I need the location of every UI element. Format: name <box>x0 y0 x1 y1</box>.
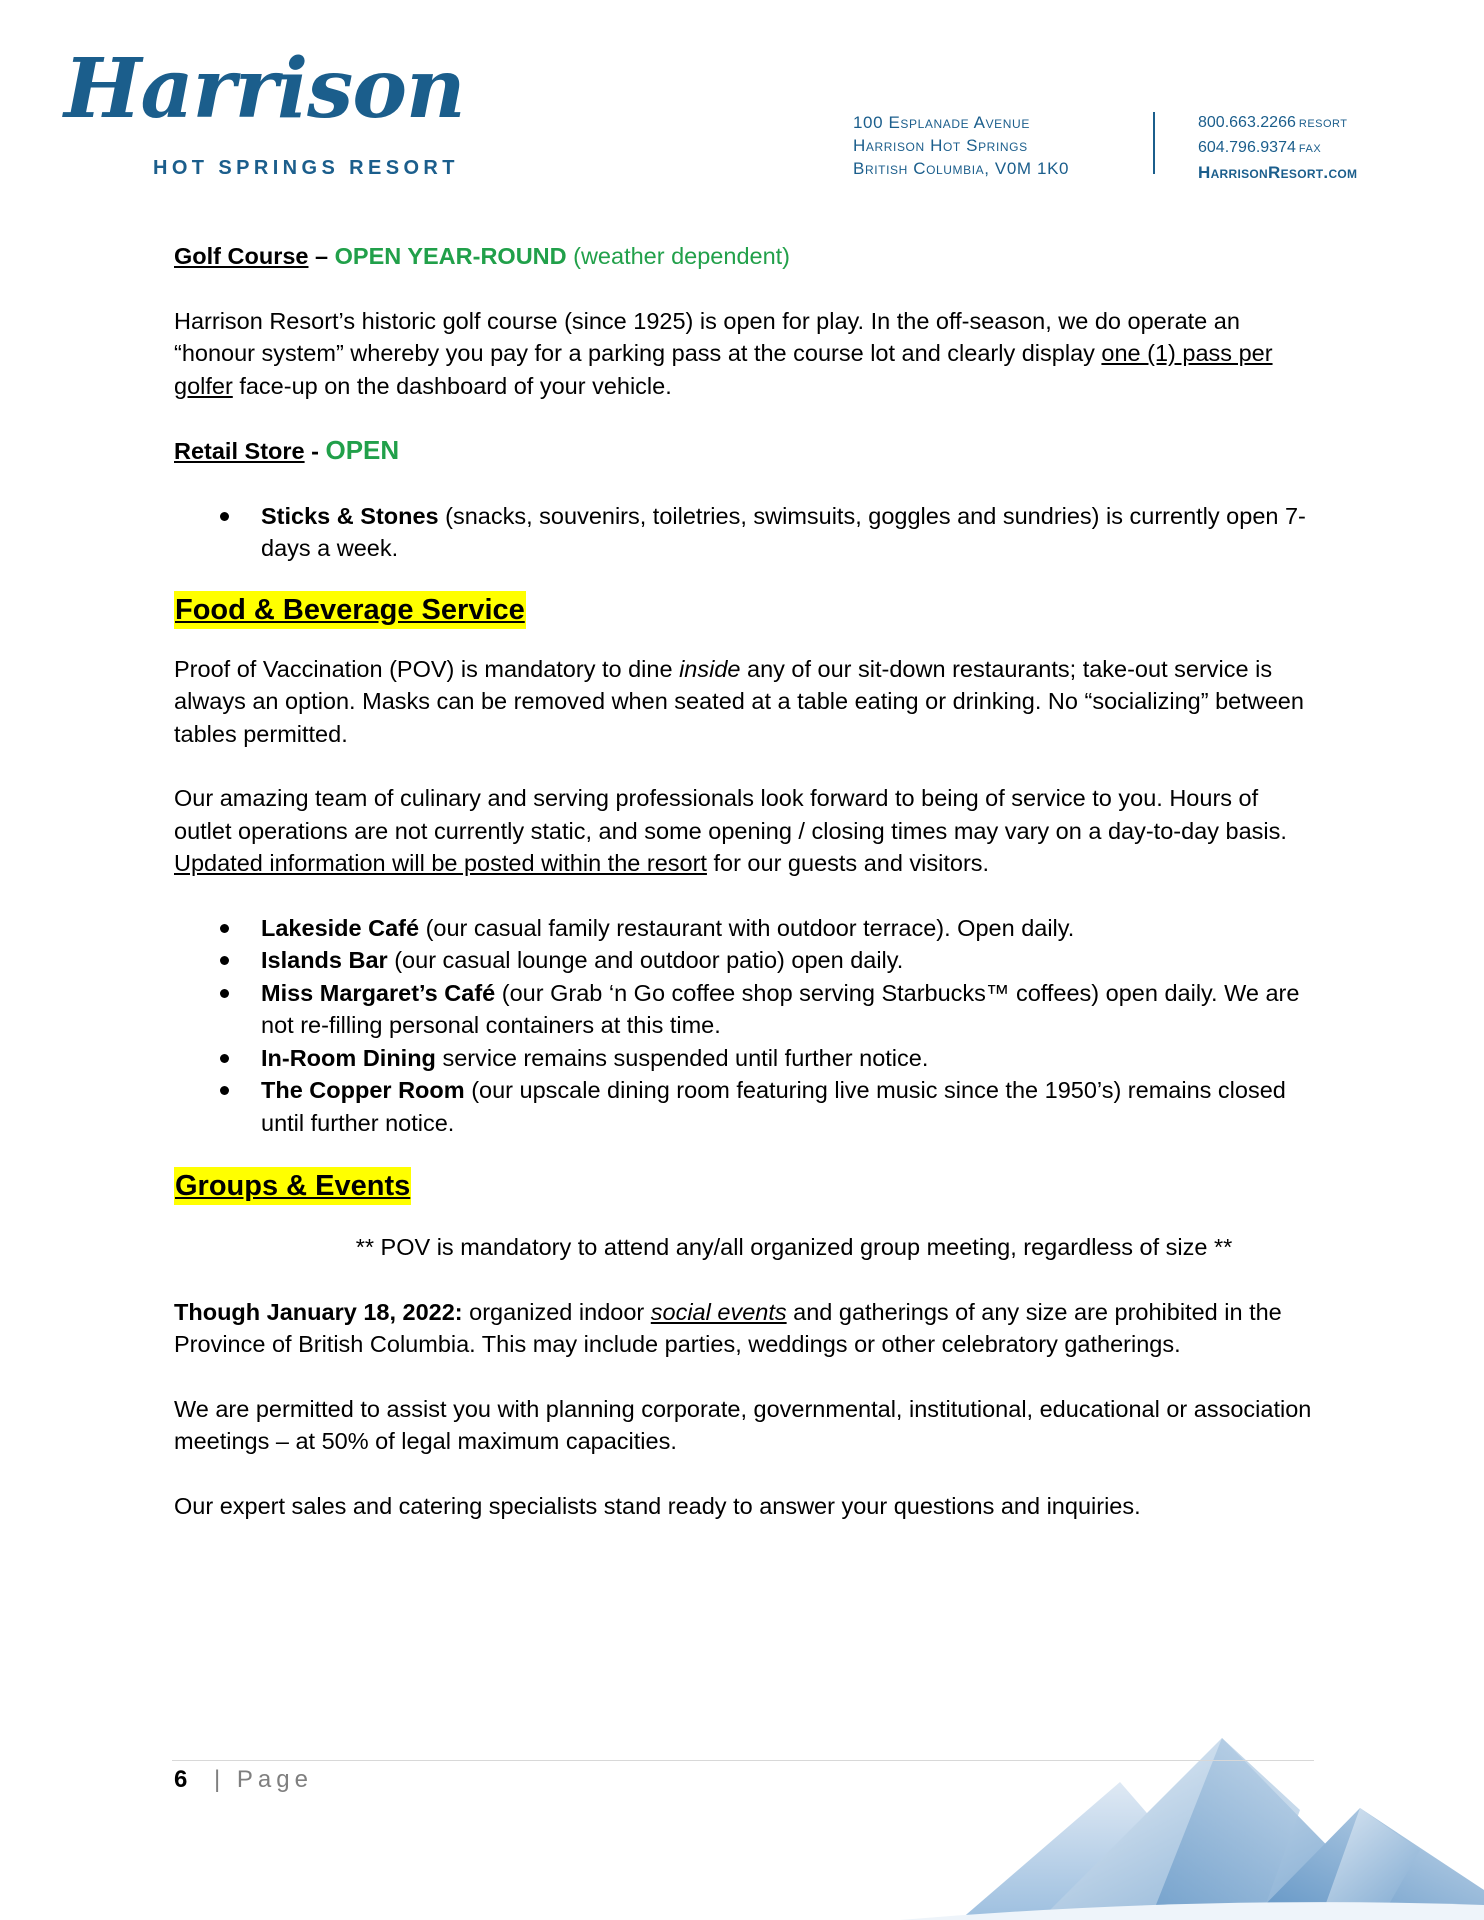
item-name: Lakeside Café <box>261 914 420 941</box>
golf-heading <box>174 240 1314 273</box>
golf-pass-text: one (1) pass per golfer <box>174 340 1273 399</box>
list-item <box>174 1042 1314 1075</box>
item-name: In-Room Dining <box>261 1044 436 1071</box>
mountain-shape <box>1250 1808 1484 1920</box>
phone-number[interactable]: 800.663.2266 <box>1198 114 1296 131</box>
website-link[interactable]: HarrisonResort.com <box>1198 163 1358 182</box>
groups-paragraph-3: Our expert sales and catering specialists stand ready to answer your questions and inquiries. <box>174 1492 1141 1519</box>
food-emphasis: inside <box>679 655 741 682</box>
snow-ground <box>900 1902 1484 1920</box>
groups-text: organized indoor <box>462 1298 651 1325</box>
golf-title: Golf Course <box>174 243 309 269</box>
item-name: Miss Margaret’s Café <box>261 979 496 1006</box>
phone-line <box>1198 111 1357 136</box>
list-item <box>174 977 1314 1042</box>
groups-heading: Groups & Events <box>174 1167 411 1205</box>
fax-tag: FAX <box>1298 143 1322 155</box>
groups-pov-note: ** POV is mandatory to attend any/all organized group meeting, regardless of size ** <box>355 1234 1233 1260</box>
food-text-end: for our guests and visitors. <box>706 850 990 876</box>
groups-paragraph-1 <box>174 1296 1314 1361</box>
mountain-shape <box>960 1782 1240 1920</box>
retail-title: Retail Store <box>174 438 305 464</box>
footer-page-number: 6 <box>174 1766 188 1793</box>
logo-wordmark: Harrison <box>64 41 465 137</box>
golf-paragraph <box>174 305 1314 403</box>
contact-block <box>1198 111 1357 184</box>
food-list <box>174 912 1314 1140</box>
groups-social-events: social events <box>650 1298 787 1325</box>
golf-status: OPEN YEAR-ROUND <box>334 243 567 269</box>
groups-date: Though January 18, 2022: <box>174 1298 463 1325</box>
retail-heading <box>174 434 1314 468</box>
item-name: Islands Bar <box>261 947 388 973</box>
item-text: (snacks, souvenirs, toiletries, swimsuits, goggles and sundries) is currently open 7-days a week. <box>261 502 1306 561</box>
food-paragraph-1 <box>174 653 1314 751</box>
food-paragraph-2 <box>174 782 1314 880</box>
groups-text-end: and gatherings of any size are prohibited in the Province of British Columbia. This may include parties, weddings or other celebratory gatherings. <box>174 1298 1282 1357</box>
food-text: Our amazing team of culinary and serving professionals look forward to being of service to you. Hours of outlet operations are not currently static, and some opening / closing times may vary on a day-to-day basis. <box>174 785 1287 844</box>
item-text: (our upscale dining room featuring live music since the 1950’s) remains closed until further notice. <box>261 1077 1286 1136</box>
mountain-shape <box>1320 1808 1420 1920</box>
page-content <box>174 240 1314 1522</box>
item-text: service remains suspended until further notice. <box>435 1044 929 1071</box>
food-heading: Food & Beverage Service <box>174 591 526 629</box>
address-line: British Columbia, V0M 1K0 <box>853 159 1070 178</box>
list-item <box>174 912 1314 945</box>
food-text-end: any of our sit-down restaurants; take-out service is always an option. Masks can be removed when seated at a table eating or drinking. No “socializing” between tables permitted. <box>174 655 1304 747</box>
golf-text-end: face-up on the dashboard of your vehicle. <box>232 372 672 399</box>
header-divider <box>1153 112 1155 174</box>
golf-dash: – <box>308 243 335 269</box>
address-line: 100 Esplanade Avenue <box>853 113 1030 132</box>
phone-tag: RESORT <box>1298 118 1348 130</box>
retail-list <box>174 500 1314 565</box>
item-name: The Copper Room <box>261 1077 465 1103</box>
mountain-shape <box>1150 1738 1300 1920</box>
address-line: Harrison Hot Springs <box>853 136 1028 155</box>
fax-number: 604.796.9374 <box>1198 139 1296 156</box>
item-name: Sticks & Stones <box>261 502 439 529</box>
retail-dash: - <box>304 438 326 464</box>
mountain-shape <box>1040 1738 1400 1920</box>
list-item <box>174 944 1314 977</box>
item-text: (our casual lounge and outdoor patio) open daily. <box>387 947 904 973</box>
footer-page-label: | Page <box>214 1766 313 1793</box>
food-updated-note: Updated information will be posted within the resort <box>174 850 707 876</box>
golf-note: (weather dependent) <box>566 243 791 269</box>
groups-paragraph-2: We are permitted to assist you with planning corporate, governmental, institutional, educational or association meetings – at 50% of legal maximum capacities. <box>174 1395 1312 1454</box>
item-text: (our Grab ‘n Go coffee shop serving Starbucks™ coffees) open daily. We are not re-filling personal containers at this time. <box>261 979 1300 1038</box>
address-block <box>853 111 1069 180</box>
retail-status: OPEN <box>325 435 400 465</box>
golf-text: Harrison Resort’s historic golf course (since 1925) is open for play. In the off-season, we do operate an “honour system” whereby you pay for a parking pass at the course lot and clearly display <box>174 307 1240 366</box>
footer-rule <box>172 1760 1314 1761</box>
item-text: (our casual family restaurant with outdoor terrace). Open daily. <box>419 914 1075 941</box>
list-item <box>174 500 1314 565</box>
fax-line <box>1198 136 1357 161</box>
food-text: Proof of Vaccination (POV) is mandatory to dine <box>174 655 680 682</box>
list-item <box>174 1074 1314 1139</box>
logo-subtitle: HOT SPRINGS RESORT <box>153 157 459 179</box>
